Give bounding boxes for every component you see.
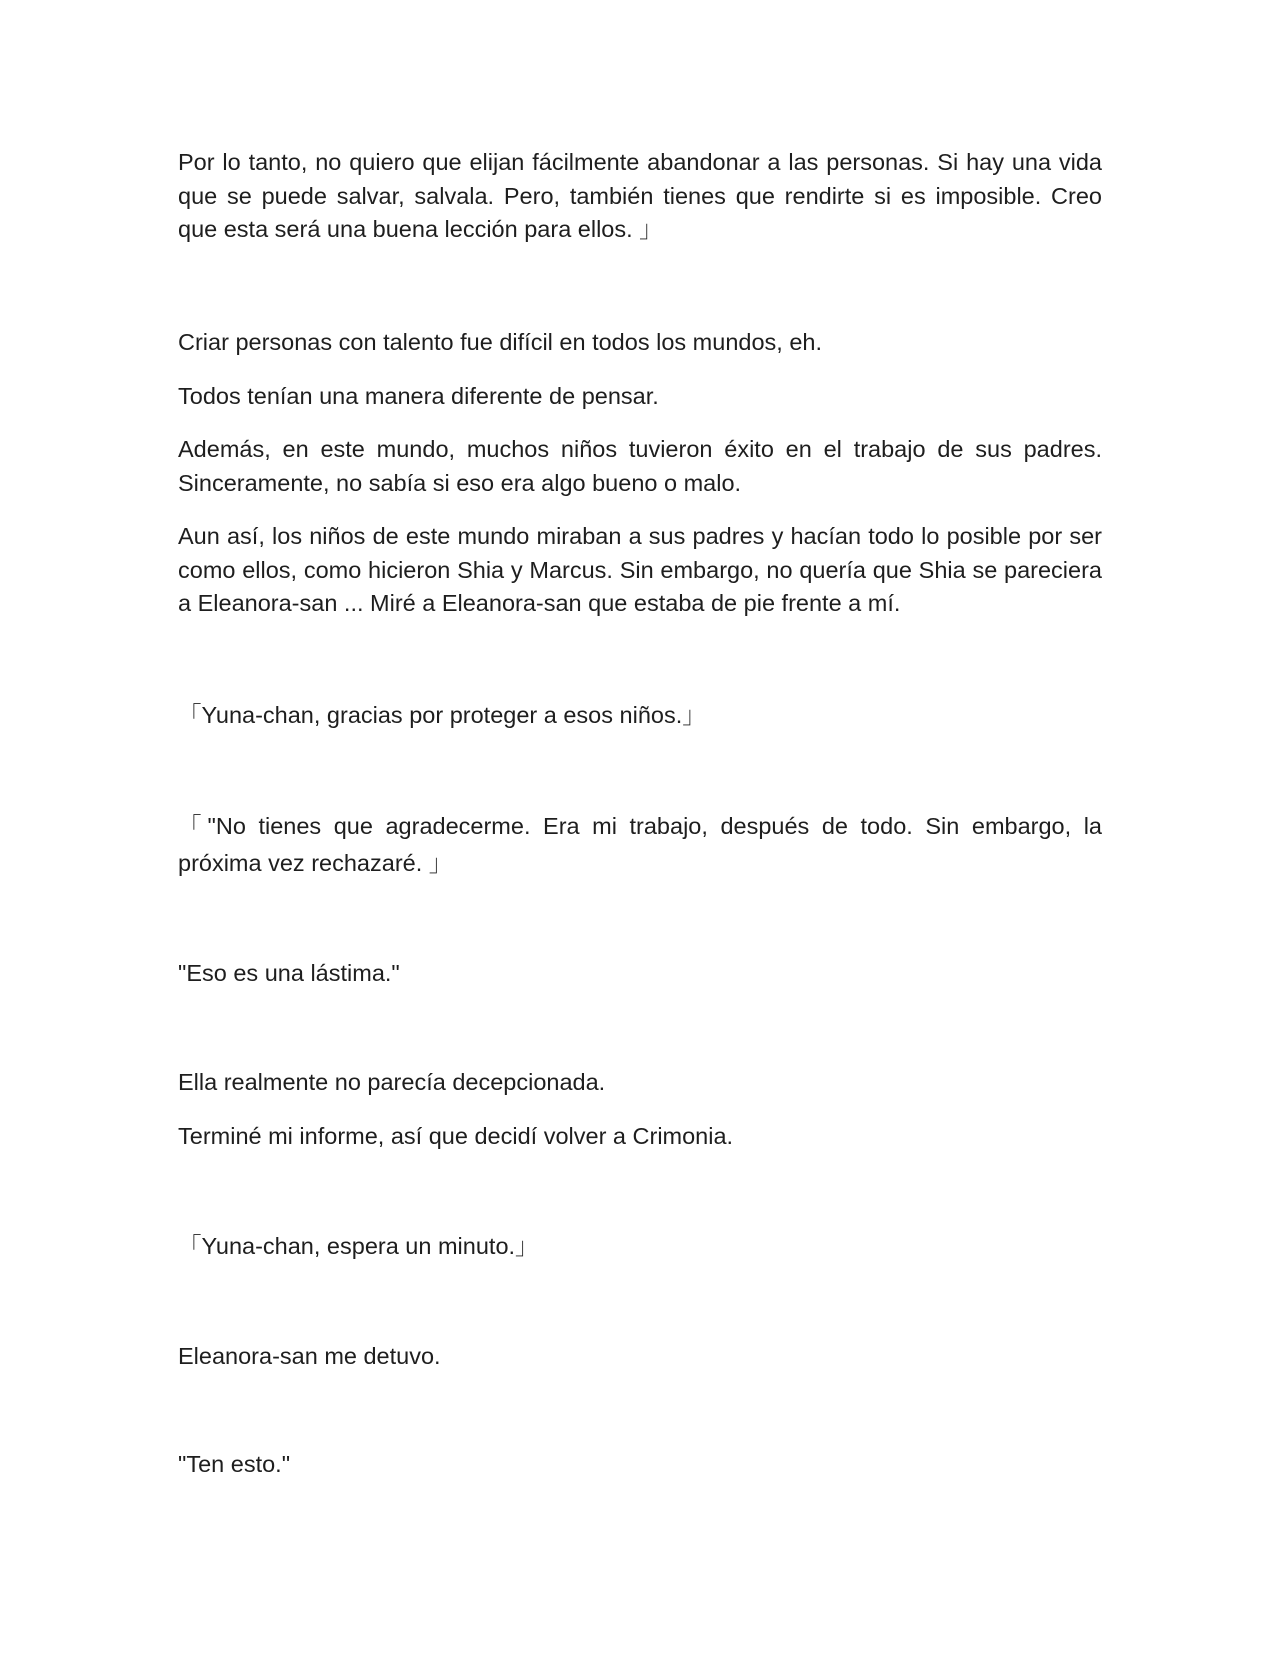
paragraph-6: Ella realmente no parecía decepcionada.	[178, 1069, 606, 1095]
paragraph-2: Criar personas con talento fue difícil en todos los mundos, eh.	[178, 329, 823, 355]
paragraph-1: Por lo tanto, no quiero que elijan fácilmente abandonar a las personas. Si hay una vida que se puede salvar, salvala. Pero, también tienes que rendirte si es imposible. Creo que esta será una buena lección para ellos. 」	[178, 149, 1102, 242]
dialogue-line-5: "Ten esto."	[178, 1451, 291, 1477]
dialogue-line-2: 「"No tienes que agradecerme. Era mi trabajo, después de todo. Sin embargo, la próxima vez rechazaré. 」	[178, 813, 1102, 876]
dialogue-line-1: 「Yuna-chan, gracias por proteger a esos niños.」	[178, 702, 706, 728]
paragraph-3: Todos tenían una manera diferente de pensar.	[178, 383, 659, 409]
paragraph-4: Además, en este mundo, muchos niños tuvieron éxito en el trabajo de sus padres. Sinceramente, no sabía si eso era algo bueno o malo.	[178, 436, 1102, 496]
dialogue-line-4: 「Yuna-chan, espera un minuto.」	[178, 1233, 539, 1259]
paragraph-8: Eleanora-san me detuvo.	[178, 1343, 441, 1369]
dialogue-line-3: "Eso es una lástima."	[178, 960, 400, 986]
paragraph-5: Aun así, los niños de este mundo miraban a sus padres y hacían todo lo posible por ser como ellos, como hicieron Shia y Marcus. Sin embargo, no quería que Shia se pareciera a Eleanora-san ... Miré a Eleanora-san que estaba de pie frente a mí.	[178, 523, 1102, 616]
paragraph-7: Terminé mi informe, así que decidí volver a Crimonia.	[178, 1123, 734, 1149]
